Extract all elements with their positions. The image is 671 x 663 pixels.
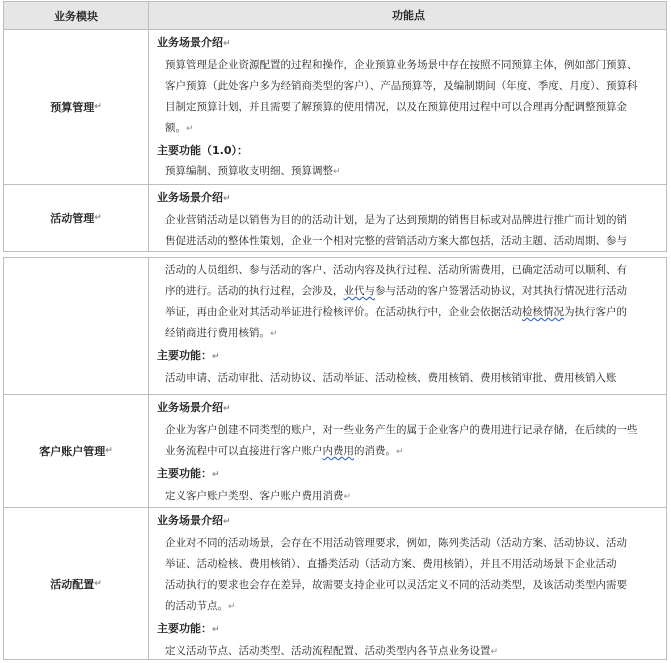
functions-title: 主要功能（1.0）： xyxy=(157,144,248,157)
table-row-customer-account xyxy=(4,394,666,507)
desc-line: 客户预算（此处客户多为经销商类型的客户）、产品预算等，及编制期间（年度、季度、月度）、预算科 xyxy=(165,80,638,92)
functions-title: 主要功能：↵ xyxy=(157,622,220,635)
table-header-row xyxy=(4,2,666,29)
module-table-page2 xyxy=(3,257,667,660)
table-row-activity-config xyxy=(4,507,666,659)
table-row-activity-continued xyxy=(4,258,666,394)
config-content xyxy=(149,508,666,659)
scenario-title: 业务场景介绍↵ xyxy=(157,36,231,49)
table-row-activity xyxy=(4,184,666,251)
functions-list: 活动申请、活动审批、活动协议、活动举证、活动检核、费用核销、费用核销审批、费用核销入账 xyxy=(165,372,617,384)
header-module: 业务模块 xyxy=(4,2,149,29)
module-name-activity-config: 活动配置 ↵ xyxy=(4,508,149,659)
customer-content xyxy=(149,395,666,507)
module-name-activity: 活动管理 ↵ xyxy=(4,185,149,251)
desc-line: 额。↵ xyxy=(165,122,194,134)
scenario-title: 业务场景介绍↵ xyxy=(157,191,231,204)
desc-line: 举证、活动检核、费用核销）、直播类活动（活动方案、费用核销），并且不用活动场景下企业活动 xyxy=(165,558,617,570)
module-name-budget: 预算管理 ↵ xyxy=(4,30,149,184)
module-table-page1 xyxy=(3,1,667,252)
module-name-customer-account: 客户账户管理 ↵ xyxy=(4,395,149,507)
functions-list: 定义客户账户类型、客户账户费用消费↵ xyxy=(165,490,352,502)
desc-line: 企业营销活动是以销售为目的的活动计划，是为了达到预期的销售目标或对品牌进行推广而计划的销 xyxy=(165,214,627,226)
config-desc xyxy=(157,533,660,618)
desc-line: 经销商进行费用核销。↵ xyxy=(165,327,278,339)
desc-line: 企业对不同的活动场景，会存在不用活动管理要求，例如，陈列类活动（活动方案、活动协议、活动 xyxy=(165,537,627,549)
budget-content xyxy=(149,30,666,184)
functions-title: 主要功能：↵ xyxy=(157,467,220,480)
desc-line: 的活动节点。↵ xyxy=(165,600,236,612)
desc-line: 活动执行的要求也会存在差异，故需要支持企业可以灵活定义不同的活动类型，及该活动类型内需要 xyxy=(165,579,627,591)
budget-desc xyxy=(157,55,660,140)
desc-line: 目制定预算计划，并且需要了解预算的使用情况，以及在预算使用过程中可以合理再分配调整预算金 xyxy=(165,101,627,113)
activity-content xyxy=(149,185,666,251)
customer-desc xyxy=(157,420,660,463)
functions-list: 预算编制、预算收支明细、预算调整↵ xyxy=(165,165,341,177)
scenario-title: 业务场景介绍↵ xyxy=(157,514,231,527)
desc-line: 业务流程中可以直接进行客户账户内费用的消费。↵ xyxy=(165,445,404,457)
module-cell-empty xyxy=(4,258,149,394)
desc-line: 举证，再由企业对其活动举证进行检核评价。在活动执行中，企业会依据活动检核情况为执行客户的 xyxy=(165,306,627,318)
table-row-budget xyxy=(4,29,666,184)
activity-desc-continued xyxy=(157,260,660,345)
desc-line: 售促进活动的整体性策划，企业一个相对完整的营销活动方案大都包括，活动主题、活动周期、参与 xyxy=(165,235,627,247)
desc-line: 预算管理是企业资源配置的过程和操作，企业预算业务场景中存在按照不同预算主体，例如部门预算、 xyxy=(165,59,638,71)
activity-content-continued xyxy=(149,258,666,394)
desc-line: 企业为客户创建不同类型的账户，对一些业务产生的属于企业客户的费用进行记录存储，在后续的一些 xyxy=(165,424,638,436)
header-features: 功能点 xyxy=(392,9,425,22)
activity-desc xyxy=(157,210,660,252)
desc-line: 活动的人员组织、参与活动的客户、活动内容及执行过程、活动所需费用，已确定活动可以顺利、有 xyxy=(165,264,627,276)
functions-list: 定义活动节点、活动类型、活动流程配置、活动类型内各节点业务设置↵ xyxy=(165,645,499,657)
desc-line: 序的进行。活动的执行过程，会涉及，业代与参与活动的客户签署活动协议，对其执行情况进行活动 xyxy=(165,285,627,297)
scenario-title: 业务场景介绍↵ xyxy=(157,401,231,414)
functions-title: 主要功能：↵ xyxy=(157,349,220,362)
